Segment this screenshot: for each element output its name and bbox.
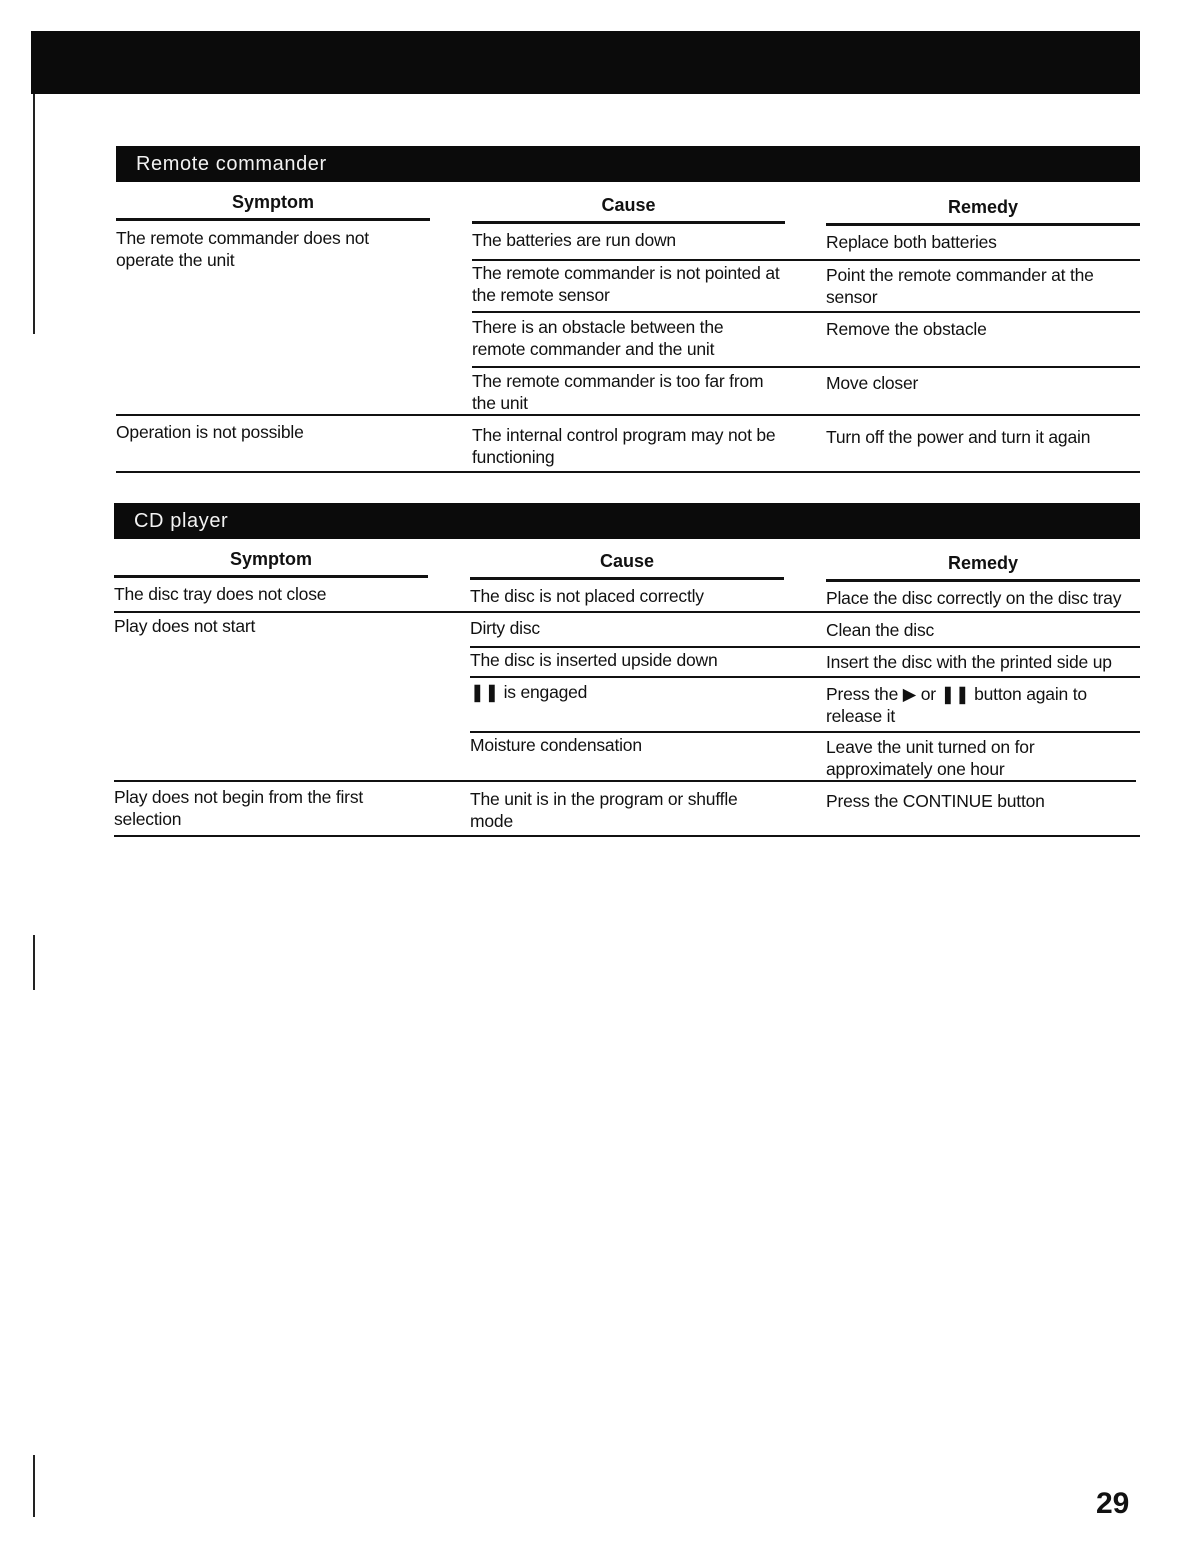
table-bottom-rule [114, 835, 1140, 837]
margin-rule [33, 1455, 35, 1517]
row-divider [470, 731, 1140, 733]
remedy-cell: Clean the disc [826, 620, 935, 640]
remedy-cell: Remove the obstacle [826, 319, 987, 339]
column-header-symptom: Symptom [116, 192, 430, 221]
section-title-remote-commander: Remote commander [116, 146, 1140, 182]
column-header-cause: Cause [472, 195, 785, 224]
cause-cell: There is an obstacle between the remote commander and the unit [472, 317, 724, 359]
row-divider [114, 611, 1140, 613]
symptom-cell: Play does not begin from the first selection [114, 787, 364, 829]
cause-cell: Dirty disc [470, 618, 540, 638]
cause-cell: The unit is in the program or shuffle mode [470, 789, 738, 831]
remedy-cell: Place the disc correctly on the disc tray [826, 588, 1122, 608]
symptom-cell: The disc tray does not close [114, 584, 327, 604]
remedy-cell: Move closer [826, 373, 919, 393]
remedy-cell: Point the remote commander at the sensor [826, 265, 1094, 307]
row-divider [114, 780, 1136, 782]
cause-cell: The remote commander is too far from the unit [472, 371, 764, 413]
remedy-cell: Turn off the power and turn it again [826, 427, 1091, 447]
cause-cell: The disc is inserted upside down [470, 650, 718, 670]
page-number: 29 [1096, 1487, 1130, 1520]
symptom-cell: Play does not start [114, 616, 256, 636]
margin-rule [33, 94, 35, 334]
row-divider [472, 366, 1140, 368]
cause-cell: The disc is not placed correctly [470, 586, 704, 606]
row-divider [472, 311, 1140, 313]
margin-rule [33, 935, 35, 990]
cause-cell: ❚❚ is engaged [470, 682, 588, 702]
row-divider [470, 646, 1140, 648]
remedy-cell: Press the ▶ or ❚❚ button again to release it [826, 684, 1087, 726]
cause-cell: Moisture condensation [470, 735, 642, 755]
cause-cell: The remote commander is not pointed at the remote sensor [472, 263, 780, 305]
column-header-remedy: Remedy [826, 553, 1140, 582]
symptom-cell: Operation is not possible [116, 422, 304, 442]
symptom-cell: The remote commander does not operate the unit [116, 228, 369, 270]
table-bottom-rule [116, 471, 1140, 473]
column-header-cause: Cause [470, 551, 784, 580]
cause-cell: The batteries are run down [472, 230, 676, 250]
remedy-cell: Press the CONTINUE button [826, 791, 1045, 811]
column-header-symptom: Symptom [114, 549, 428, 578]
top-header-bar [31, 31, 1140, 94]
row-divider [472, 259, 1140, 261]
row-divider [116, 414, 1140, 416]
remedy-cell: Leave the unit turned on for approximately one hour [826, 737, 1035, 779]
row-divider [470, 676, 1140, 678]
section-title-cd-player: CD player [114, 503, 1140, 539]
cause-cell: The internal control program may not be functioning [472, 425, 776, 467]
remedy-cell: Insert the disc with the printed side up [826, 652, 1112, 672]
column-header-remedy: Remedy [826, 197, 1140, 226]
remedy-cell: Replace both batteries [826, 232, 997, 252]
